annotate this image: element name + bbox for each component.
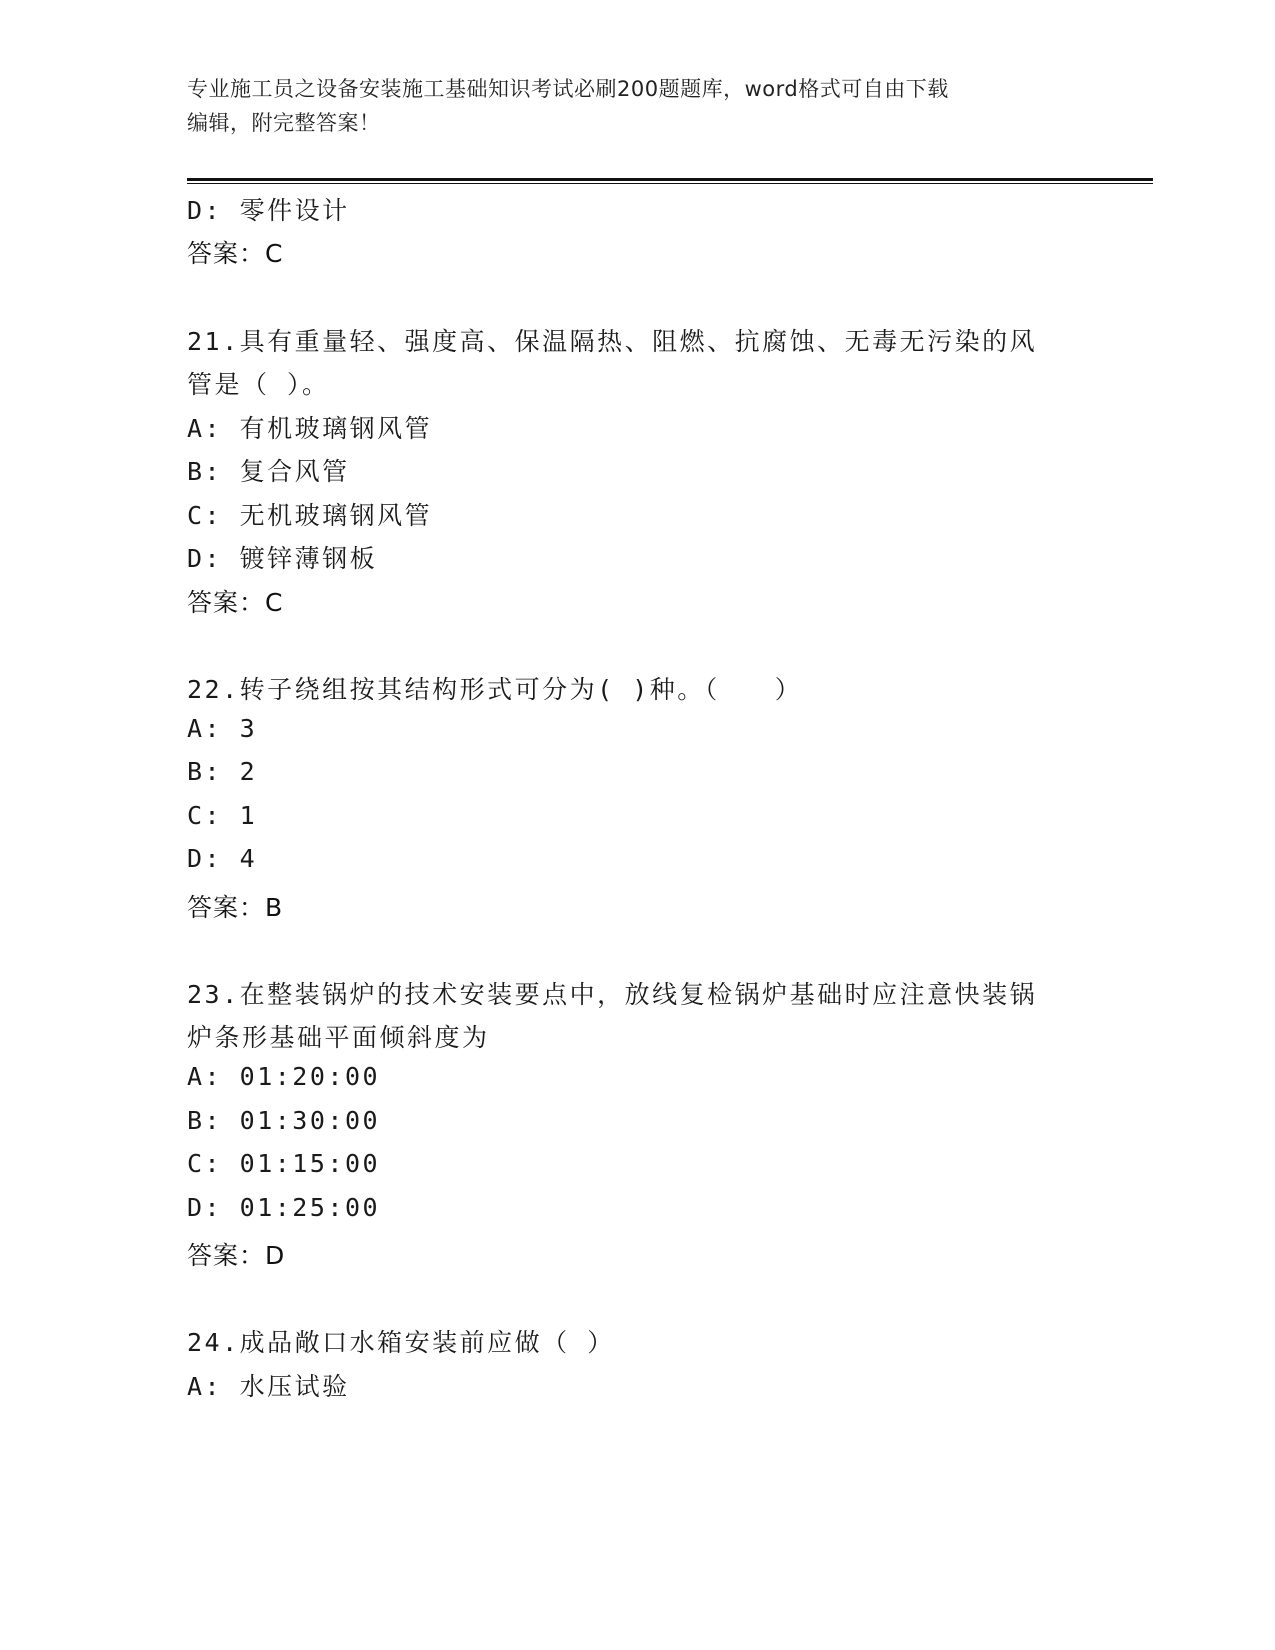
q21-option-d: D: 镀锌薄钢板: [187, 544, 378, 573]
q24-stem-line-1: 24.成品敞口水箱安装前应做（ ）: [187, 1328, 615, 1357]
q21-stem-line-2: 管是（ ）。: [187, 370, 330, 399]
header-title-line-2: 编辑，附完整答案！: [187, 111, 381, 135]
q24-option-a: A: 水压试验: [187, 1372, 350, 1401]
prev-option-d: D: 零件设计: [187, 196, 350, 225]
q22-answer: 答案：B: [187, 893, 284, 922]
q21-option-b: B: 复合风管: [187, 457, 350, 486]
header-divider-thick: [187, 178, 1153, 181]
q23-option-b: B: 01:30:00: [187, 1106, 381, 1135]
q23-stem-line-1: 23.在整装锅炉的技术安装要点中，放线复检锅炉基础时应注意快装锅: [187, 980, 1038, 1009]
header-title-line-1: 专业施工员之设备安装施工基础知识考试必刷200题题库，word格式可自由下载: [187, 77, 949, 101]
q23-option-c: C: 01:15:00: [187, 1149, 381, 1178]
header-divider-thin: [187, 183, 1153, 184]
q21-stem-line-1: 21.具有重量轻、强度高、保温隔热、阻燃、抗腐蚀、无毒无污染的风: [187, 327, 1038, 356]
q22-stem-line-1: 22.转子绕组按其结构形式可分为( )种。（ ）: [187, 675, 803, 704]
q23-answer: 答案：D: [187, 1241, 286, 1270]
q23-stem-line-2: 炉条形基础平面倾斜度为: [187, 1023, 490, 1052]
q22-option-c: C: 1: [187, 801, 258, 830]
q22-option-b: B: 2: [187, 757, 258, 786]
prev-answer: 答案：C: [187, 239, 284, 268]
document-header: [187, 72, 1077, 140]
q21-option-c: C: 无机玻璃钢风管: [187, 501, 433, 530]
q23-option-a: A: 01:20:00: [187, 1062, 381, 1091]
q21-answer: 答案：C: [187, 588, 284, 617]
q21-option-a: A: 有机玻璃钢风管: [187, 414, 433, 443]
q22-option-d: D: 4: [187, 844, 258, 873]
q23-option-d: D: 01:25:00: [187, 1193, 381, 1222]
q22-option-a: A: 3: [187, 714, 258, 743]
